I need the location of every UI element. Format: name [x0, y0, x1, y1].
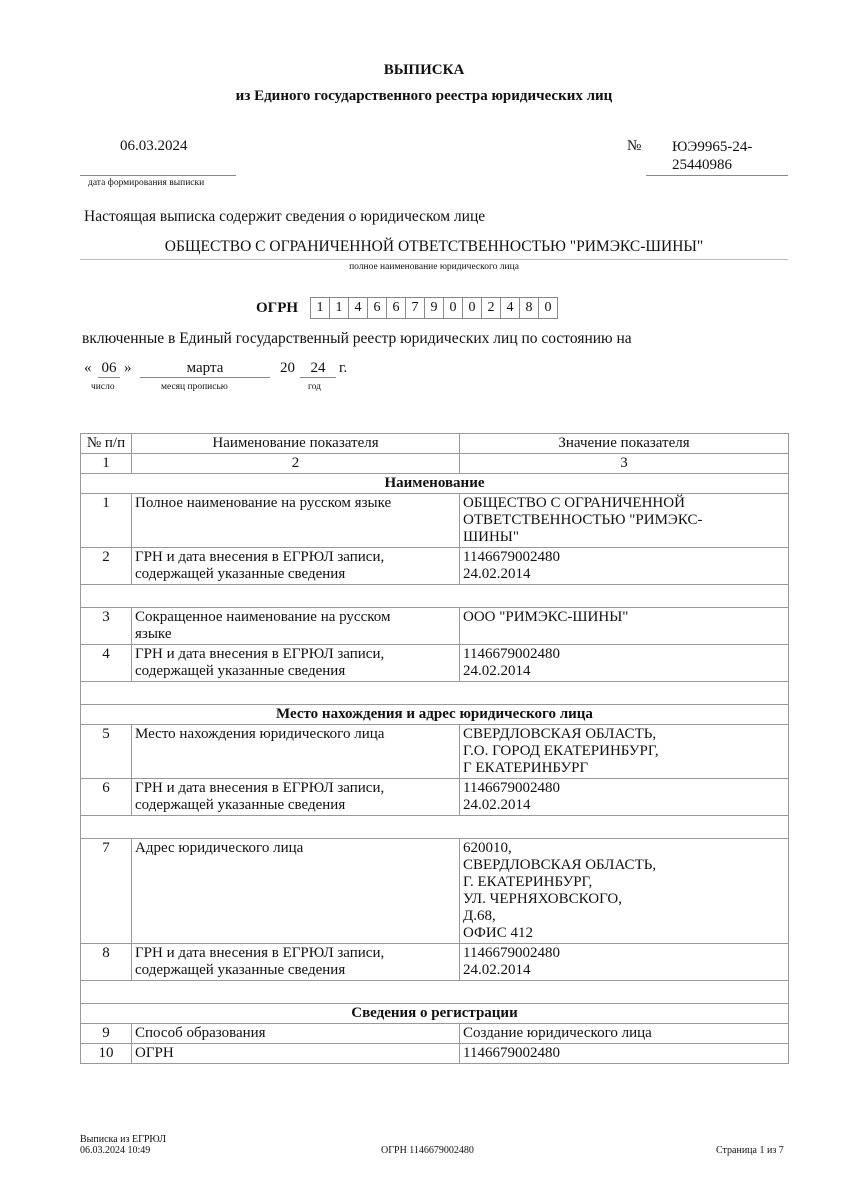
row-number: 3 [81, 608, 132, 645]
section-row [81, 474, 789, 494]
spacer-row [81, 981, 789, 1004]
org-full-name: ОБЩЕСТВО С ОГРАНИЧЕННОЙ ОТВЕТСТВЕННОСТЬЮ "РИМЭКС-ШИНЫ" [164, 238, 704, 255]
indicator-value: 1146679002480 24.02.2014 [460, 645, 789, 682]
indicator-value: ОБЩЕСТВО С ОГРАНИЧЕННОЙ ОТВЕТСТВЕННОСТЬЮ "РИМЭКС- ШИНЫ" [460, 494, 789, 548]
date-open-quote: « [84, 360, 92, 376]
column-number-2: 2 [132, 454, 460, 474]
document-number-line1: ЮЭ9965-24- [672, 139, 753, 155]
table-row [81, 645, 789, 682]
row-number: 8 [81, 944, 132, 981]
ogrn-digit: 1 [329, 297, 349, 319]
ogrn-digit: 0 [443, 297, 463, 319]
year-suffix: г. [339, 360, 348, 376]
ogrn-label: ОГРН [256, 300, 299, 316]
document-number-line2: 25440986 [672, 157, 732, 173]
section-row [81, 1004, 789, 1024]
section-row [81, 705, 789, 725]
document-number [672, 138, 782, 174]
ogrn-digit: 8 [519, 297, 539, 319]
ogrn-digit: 7 [405, 297, 425, 319]
header-number: № п/п [81, 434, 132, 454]
indicator-value: 620010, СВЕРДЛОВСКАЯ ОБЛАСТЬ, Г. ЕКАТЕРИНБУРГ, УЛ. ЧЕРНЯХОВСКОГО, Д.68, ОФИС 412 [460, 839, 789, 944]
month-caption: месяц прописью [161, 382, 228, 392]
header-indicator-name: Наименование показателя [132, 434, 460, 454]
ogrn-digit: 2 [481, 297, 501, 319]
ogrn-digit: 4 [500, 297, 520, 319]
spacer-cell [81, 585, 789, 608]
table-column-numbers-row [81, 454, 789, 474]
formation-date: 06.03.2024 [120, 138, 188, 154]
footer-page-number: Страница 1 из 7 [716, 1145, 784, 1156]
indicator-name: Место нахождения юридического лица [132, 725, 460, 779]
footer-left-line1: Выписка из ЕГРЮЛ [80, 1134, 166, 1145]
table-row [81, 1024, 789, 1044]
row-number: 7 [81, 839, 132, 944]
spacer-row [81, 816, 789, 839]
number-underline [646, 175, 788, 176]
table-row [81, 1044, 789, 1064]
indicator-name: ОГРН [132, 1044, 460, 1064]
state-day: 06 [98, 360, 120, 378]
ogrn-digit: 9 [424, 297, 444, 319]
spacer-cell [81, 981, 789, 1004]
indicator-value: 1146679002480 24.02.2014 [460, 548, 789, 585]
row-number: 4 [81, 645, 132, 682]
table-row [81, 548, 789, 585]
spacer-cell [81, 816, 789, 839]
org-name-caption: полное наименование юридического лица [349, 262, 519, 272]
indicator-name: ГРН и дата внесения в ЕГРЮЛ записи, содержащей указанные сведения [132, 645, 460, 682]
table-row [81, 944, 789, 981]
indicator-name: Сокращенное наименование на русском языке [132, 608, 460, 645]
included-text: включенные в Единый государственный реестр юридических лиц по состоянию на [82, 330, 632, 347]
footer-left-line2: 06.03.2024 10:49 [80, 1145, 151, 1156]
table-row [81, 608, 789, 645]
number-sign: № [627, 138, 642, 154]
column-number-3: 3 [460, 454, 789, 474]
indicator-value: ООО "РИМЭКС-ШИНЫ" [460, 608, 789, 645]
indicator-value: 1146679002480 [460, 1044, 789, 1064]
org-name-underline [80, 259, 788, 260]
table-row [81, 779, 789, 816]
row-number: 1 [81, 494, 132, 548]
formation-date-caption: дата формирования выписки [88, 178, 205, 188]
table-row [81, 494, 789, 548]
ogrn-digit: 0 [538, 297, 558, 319]
row-number: 6 [81, 779, 132, 816]
section-title: Наименование [81, 474, 789, 494]
indicator-name: Адрес юридического лица [132, 839, 460, 944]
ogrn-digit: 1 [310, 297, 330, 319]
indicator-name: Полное наименование на русском языке [132, 494, 460, 548]
date-close-quote: » [124, 360, 132, 376]
state-century: 20 [280, 360, 295, 376]
indicator-value: 1146679002480 24.02.2014 [460, 944, 789, 981]
year-caption: год [308, 382, 321, 392]
state-month: марта [140, 360, 270, 378]
registry-table [80, 433, 789, 1064]
ogrn-digit: 4 [348, 297, 368, 319]
footer-left [80, 1134, 166, 1156]
row-number: 2 [81, 548, 132, 585]
day-caption: число [91, 382, 115, 392]
spacer-cell [81, 682, 789, 705]
header-indicator-value: Значение показателя [460, 434, 789, 454]
ogrn-digit-boxes [311, 297, 558, 319]
spacer-row [81, 682, 789, 705]
section-title: Сведения о регистрации [81, 1004, 789, 1024]
indicator-value: СВЕРДЛОВСКАЯ ОБЛАСТЬ, Г.О. ГОРОД ЕКАТЕРИНБУРГ, Г ЕКАТЕРИНБУРГ [460, 725, 789, 779]
indicator-value: Создание юридического лица [460, 1024, 789, 1044]
date-underline [80, 175, 236, 176]
indicator-name: ГРН и дата внесения в ЕГРЮЛ записи, содержащей указанные сведения [132, 779, 460, 816]
document-subtitle: из Единого государственного реестра юридических лиц [235, 88, 613, 104]
ogrn-digit: 6 [367, 297, 387, 319]
section-title: Место нахождения и адрес юридического лица [81, 705, 789, 725]
footer-ogrn: ОГРН 1146679002480 [381, 1145, 474, 1156]
spacer-row [81, 585, 789, 608]
row-number: 5 [81, 725, 132, 779]
indicator-name: ГРН и дата внесения в ЕГРЮЛ записи, содержащей указанные сведения [132, 944, 460, 981]
indicator-name: ГРН и дата внесения в ЕГРЮЛ записи, содержащей указанные сведения [132, 548, 460, 585]
indicator-value: 1146679002480 24.02.2014 [460, 779, 789, 816]
row-number: 9 [81, 1024, 132, 1044]
ogrn-digit: 0 [462, 297, 482, 319]
table-row [81, 725, 789, 779]
table-row [81, 839, 789, 944]
state-year: 24 [300, 360, 336, 378]
document-title: ВЫПИСКА [383, 62, 465, 78]
indicator-name: Способ образования [132, 1024, 460, 1044]
table-header-row [81, 434, 789, 454]
column-number-1: 1 [81, 454, 132, 474]
row-number: 10 [81, 1044, 132, 1064]
ogrn-digit: 6 [386, 297, 406, 319]
intro-text: Настоящая выписка содержит сведения о юридическом лице [84, 208, 486, 225]
